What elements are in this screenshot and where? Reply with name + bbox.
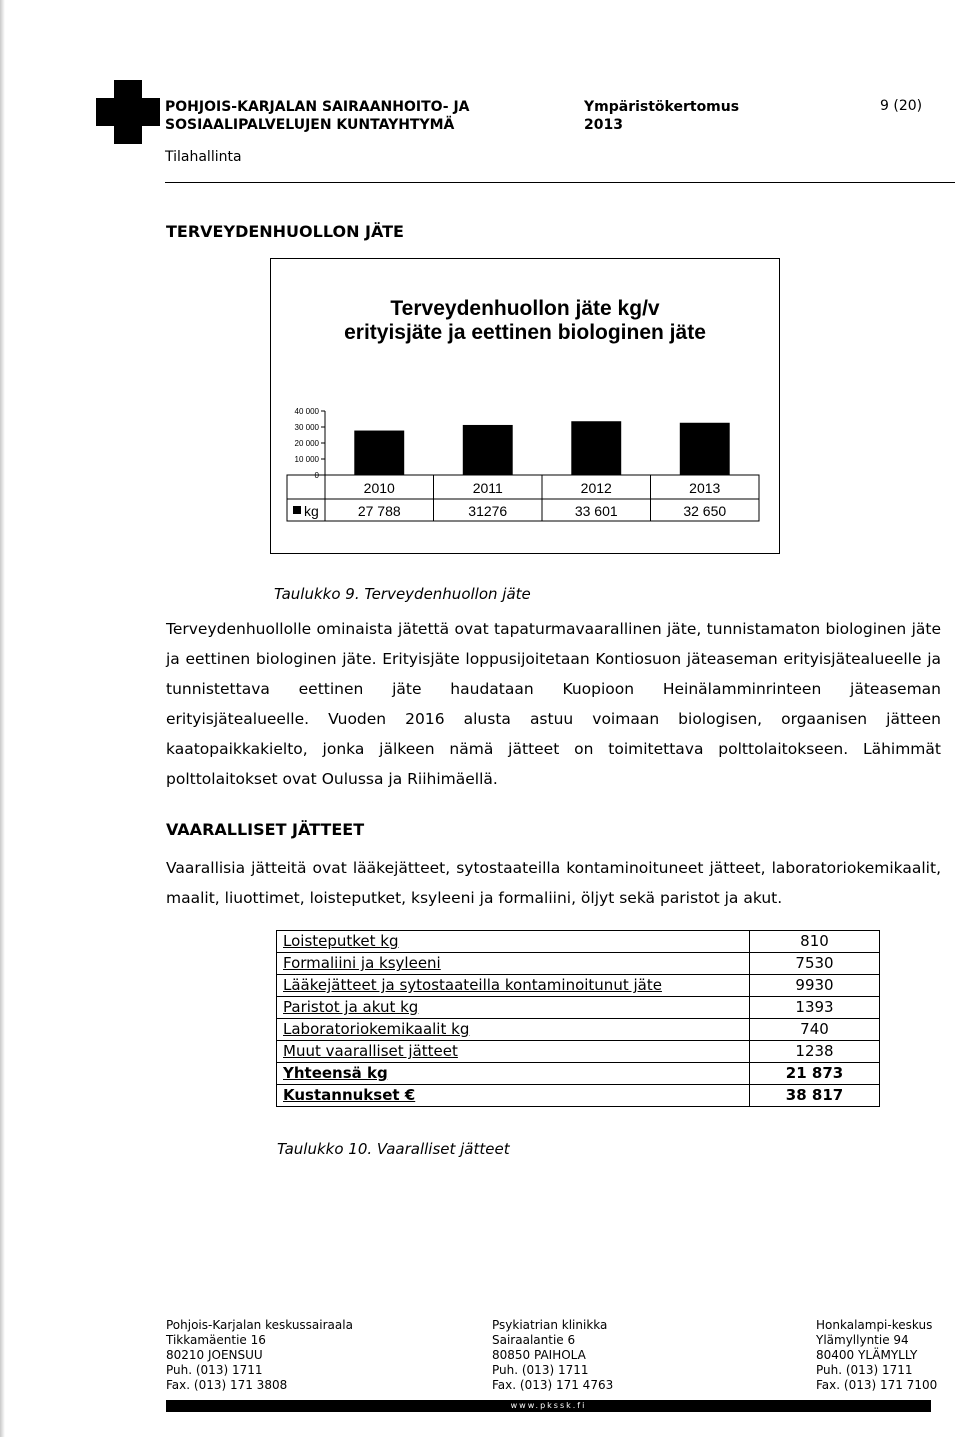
y-tick-label: 20 000 xyxy=(294,439,319,448)
org-line-1: POHJOIS-KARJALAN SAIRAANHOITO- JA xyxy=(165,99,470,115)
table-row xyxy=(277,997,880,1019)
table-caption: Taulukko 10. Vaaralliset jätteet xyxy=(277,1140,510,1158)
legend-label: kg xyxy=(304,503,319,519)
footer-line: Puh. (013) 1711 xyxy=(492,1363,589,1377)
x-category-label: 2013 xyxy=(689,480,721,496)
header-divider xyxy=(165,182,955,183)
legend-swatch xyxy=(293,506,301,514)
x-category-label: 2012 xyxy=(580,480,612,496)
table-row xyxy=(277,975,880,997)
waste-type-cell: Laboratoriokemikaalit kg xyxy=(277,1019,750,1041)
footer-line: Sairaalantie 6 xyxy=(492,1333,576,1347)
bar-2010 xyxy=(354,431,404,475)
paragraph-hazardous-waste: Vaarallisia jätteitä ovat lääkejätteet, sytostaateilla kontaminoituneet jätteet, laboratoriokemikaalit, maalit, liuottimet, loisteputket, ksyleeni ja formaliini, öljyt sekä paristot ja akut. xyxy=(166,859,941,907)
waste-type-cell: Paristot ja akut kg xyxy=(277,997,750,1019)
data-value-label: 33 601 xyxy=(574,503,618,519)
footer-line: 80850 PAIHOLA xyxy=(492,1348,586,1362)
footer-line: Honkalampi-keskus xyxy=(816,1318,933,1332)
footer-line: Puh. (013) 1711 xyxy=(816,1363,913,1377)
footer-line: Tikkamäentie 16 xyxy=(166,1333,266,1347)
data-value-label: 27 788 xyxy=(357,503,401,519)
paragraph-healthcare-waste: Terveydenhuollolle ominaista jätettä ovat tapaturmavaarallinen jäte, tunnistamaton biologinen jäte ja eettinen biologinen jäte. Erityisjäte loppusijoitetaan Kontiosuon jäteaseman erityisjätealueelle ja tunnistettava eettinen jäte haudataan Kuopioon Heinälamminrinteen jäteaseman erityisjätealueelle. Vuoden 2016 alusta astuu voimaan biologisen, orgaanisen jätteen kaatopaikkakielto, jonka jälkeen nämä jätteet on toimitettava polttolaitokseen. Lähimmät polttolaitokset ovat Oulussa ja Riihimäellä. xyxy=(166,620,941,788)
waste-amount-cell: 38 817 xyxy=(750,1085,880,1107)
footer-line: 80210 JOENSUU xyxy=(166,1348,263,1362)
report-year: 2013 xyxy=(584,117,623,133)
footer-address-honkalampi xyxy=(816,1318,937,1393)
section-heading-healthcare-waste: TERVEYDENHUOLLON JÄTE xyxy=(166,222,404,241)
waste-chart xyxy=(270,258,780,554)
waste-type-cell: Loisteputket kg xyxy=(277,931,750,953)
org-line-2: SOSIAALIPALVELUJEN KUNTAYHTYMÄ xyxy=(165,117,455,133)
waste-type-cell: Formaliini ja ksyleeni xyxy=(277,953,750,975)
y-tick-label: 30 000 xyxy=(294,423,319,432)
footer-bar xyxy=(166,1400,931,1412)
cross-logo-icon xyxy=(96,80,160,144)
chart-caption: Taulukko 9. Terveydenhuollon jäte xyxy=(274,585,531,603)
report-name: Ympäristökertomus xyxy=(584,99,740,115)
table-row xyxy=(277,1019,880,1041)
waste-type-cell: Kustannukset € xyxy=(277,1085,750,1107)
footer-line: Fax. (013) 171 3808 xyxy=(166,1378,288,1392)
waste-amount-cell: 7530 xyxy=(750,953,880,975)
organization-name xyxy=(165,98,470,134)
footer-line: Puh. (013) 1711 xyxy=(166,1363,263,1377)
waste-type-cell: Yhteensä kg xyxy=(277,1063,750,1085)
chart-title-line-2: erityisjäte ja eettinen biologinen jäte xyxy=(344,321,706,344)
footer-line: 80400 YLÄMYLLY xyxy=(816,1348,918,1362)
footer-line: Fax. (013) 171 7100 xyxy=(816,1378,938,1392)
footer-line: Ylämyllyntie 94 xyxy=(816,1333,909,1347)
bar-2012 xyxy=(571,421,621,475)
footer-address-psychiatry xyxy=(492,1318,613,1393)
chart-plot xyxy=(271,259,781,555)
x-category-label: 2011 xyxy=(472,480,503,496)
chart-title-line-1: Terveydenhuollon jäte kg/v xyxy=(390,297,660,320)
data-value-label: 32 650 xyxy=(683,503,727,519)
waste-amount-cell: 21 873 xyxy=(750,1063,880,1085)
data-value-label: 31276 xyxy=(468,503,508,519)
bar-2011 xyxy=(463,425,513,475)
table-row xyxy=(277,931,880,953)
table-row xyxy=(277,953,880,975)
y-tick-label: 0 xyxy=(314,471,319,480)
bar-2013 xyxy=(680,423,730,475)
x-category-label: 2010 xyxy=(363,480,395,496)
website-link[interactable]: www.pkssk.fi xyxy=(510,1401,587,1410)
page-number: 9 (20) xyxy=(880,98,923,114)
footer-line: Fax. (013) 171 4763 xyxy=(492,1378,614,1392)
table-row xyxy=(277,1063,880,1085)
footer-line: Psykiatrian klinikka xyxy=(492,1318,608,1332)
waste-amount-cell: 1238 xyxy=(750,1041,880,1063)
waste-amount-cell: 9930 xyxy=(750,975,880,997)
table-row xyxy=(277,1041,880,1063)
hazardous-waste-table xyxy=(276,930,880,1107)
table-row xyxy=(277,1085,880,1107)
scan-edge xyxy=(0,0,5,1437)
section-heading-hazardous-waste: VAARALLISET JÄTTEET xyxy=(166,820,365,839)
waste-amount-cell: 810 xyxy=(750,931,880,953)
department: Tilahallinta xyxy=(165,149,242,165)
y-tick-label: 10 000 xyxy=(294,455,319,464)
y-tick-label: 40 000 xyxy=(294,407,319,416)
waste-amount-cell: 740 xyxy=(750,1019,880,1041)
waste-type-cell: Muut vaaralliset jätteet xyxy=(277,1041,750,1063)
waste-type-cell: Lääkejätteet ja sytostaateilla kontaminoitunut jäte xyxy=(277,975,750,997)
footer-address-hospital xyxy=(166,1318,353,1393)
report-title xyxy=(584,98,739,134)
footer-line: Pohjois-Karjalan keskussairaala xyxy=(166,1318,353,1332)
waste-amount-cell: 1393 xyxy=(750,997,880,1019)
